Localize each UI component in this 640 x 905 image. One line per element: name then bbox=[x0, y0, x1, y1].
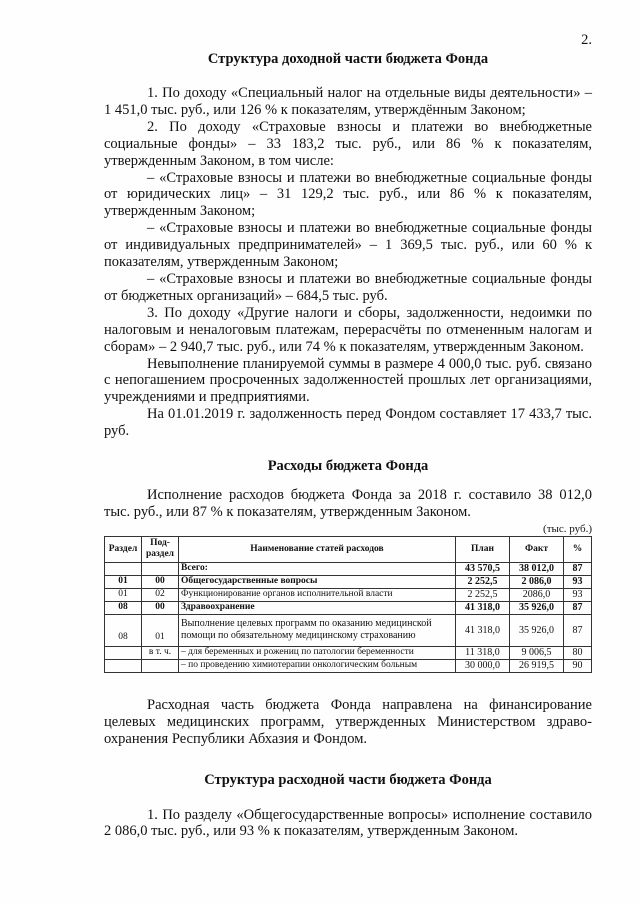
cell-plan: 43 570,5 bbox=[456, 562, 510, 575]
page-content bbox=[104, 0, 592, 840]
cell-razdel bbox=[105, 646, 142, 659]
cell-podrazdel bbox=[142, 659, 179, 672]
table-header-row bbox=[105, 536, 592, 562]
cell-pct: 93 bbox=[564, 588, 592, 601]
cell-podrazdel: 02 bbox=[142, 588, 179, 601]
cell-name: Функционирование органов исполнительной власти bbox=[179, 588, 456, 601]
cell-pct: 87 bbox=[564, 614, 592, 646]
cell-name: Общегосударственные вопросы bbox=[179, 575, 456, 588]
expenses-intro: Исполнение расходов бюджета Фонда за 2018 г. составило 38 012,0 тыс. руб., или 87 % к показателям, утвержденным Законом. bbox=[104, 487, 592, 520]
income-paragraph-1: 1. По доходу «Специальный налог на отдельные виды деятельности» – 1 451,0 тыс. руб., или 126 % к показателям, утверждённым Законом; bbox=[104, 85, 592, 118]
debt-paragraph: На 01.01.2019 г. задолженность перед Фондом составляет 17 433,7 тыс. руб. bbox=[104, 406, 592, 440]
income-paragraph-2: 2. По доходу «Страховые взносы и платежи во внебюджетные социальные фонды» – 33 183,2 тыс. руб., или 86 % к показателям, утвержденным Законом, в том числе: bbox=[104, 118, 592, 169]
table-row bbox=[105, 614, 592, 646]
cell-fakt: 2086,0 bbox=[510, 588, 564, 601]
cell-fakt: 9 006,5 bbox=[510, 646, 564, 659]
cell-plan: 41 318,0 bbox=[456, 601, 510, 614]
cell-podrazdel: в т. ч. bbox=[142, 646, 179, 659]
table-row bbox=[105, 659, 592, 672]
cell-fakt: 38 012,0 bbox=[510, 562, 564, 575]
table-row bbox=[105, 601, 592, 614]
income-subitem-entrepreneurs: – «Страховые взносы и платежи во внебюджетные социальные фонды от индивидуальных предпринимателей» – 1 369,5 тыс. руб., или 60 % к показателям, утвержденным Законом; bbox=[104, 220, 592, 271]
cell-pct: 87 bbox=[564, 562, 592, 575]
expenses-summary: Расходная часть бюджета Фонда направлена на финансирование целевых медицинских программ, утвержденных Министерством здраво-охранения Республики Абхазия и Фондом. bbox=[104, 696, 592, 747]
header-razdel: Раздел bbox=[105, 536, 142, 562]
cell-razdel bbox=[105, 562, 142, 575]
expenses-title: Расходы бюджета Фонда bbox=[267, 458, 429, 475]
income-paragraph-3: 3. По доходу «Другие налоги и сборы, задолженности, недоимки по налоговым и неналоговым платежам, перерасчёты по отмененным налогам и сборам» – 2 940,7 тыс. руб., или 74 % к показателям, утвержденным Законом. bbox=[104, 304, 592, 355]
header-podrazdel: Под-раздел bbox=[142, 536, 179, 562]
cell-pct: 90 bbox=[564, 659, 592, 672]
header-fakt: Факт bbox=[510, 536, 564, 562]
cell-podrazdel bbox=[142, 562, 179, 575]
cell-razdel bbox=[105, 659, 142, 672]
cell-pct: 80 bbox=[564, 646, 592, 659]
cell-name: Всего: bbox=[179, 562, 456, 575]
shortfall-paragraph: Невыполнение планируемой суммы в размере 4 000,0 тыс. руб. связано с непогашением просроченных задолженностей прошлых лет организациями, учреждениями и предприятиями. bbox=[104, 355, 592, 406]
expense-structure-paragraph-1: 1. По разделу «Общегосударственные вопросы» исполнение составило 2 086,0 тыс. руб., или 93 % к показателям, утвержденным Законом. bbox=[104, 806, 592, 840]
cell-plan: 30 000,0 bbox=[456, 659, 510, 672]
header-name: Наименование статей расходов bbox=[179, 536, 456, 562]
cell-name: – для беременных и рожениц по патологии беременности bbox=[179, 646, 456, 659]
cell-name: Здравоохранение bbox=[179, 601, 456, 614]
unit-note: (тыс. руб.) bbox=[543, 522, 592, 535]
table-row-total bbox=[105, 562, 592, 575]
cell-podrazdel: 00 bbox=[142, 575, 179, 588]
income-subitem-budget-orgs: – «Страховые взносы и платежи во внебюджетные социальные фонды от бюджетных организаций» – 684,5 тыс. руб. bbox=[104, 270, 592, 304]
cell-plan: 41 318,0 bbox=[456, 614, 510, 646]
table-row bbox=[105, 646, 592, 659]
cell-fakt: 2 086,0 bbox=[510, 575, 564, 588]
cell-podrazdel: 01 bbox=[142, 614, 179, 646]
cell-pct: 93 bbox=[564, 575, 592, 588]
income-subitem-legal-entities: – «Страховые взносы и платежи во внебюджетные социальные фонды от юридических лиц» – 31 129,2 тыс. руб., или 86 % к показателям, утвержденным Законом; bbox=[104, 169, 592, 220]
cell-fakt: 35 926,0 bbox=[510, 614, 564, 646]
cell-fakt: 26 919,5 bbox=[510, 659, 564, 672]
expenses-table bbox=[104, 536, 592, 673]
page-number: 2. bbox=[581, 32, 592, 48]
header-pct: % bbox=[564, 536, 592, 562]
table-row bbox=[105, 588, 592, 601]
cell-podrazdel: 00 bbox=[142, 601, 179, 614]
cell-pct: 87 bbox=[564, 601, 592, 614]
table-row bbox=[105, 575, 592, 588]
cell-plan: 2 252,5 bbox=[456, 588, 510, 601]
cell-plan: 2 252,5 bbox=[456, 575, 510, 588]
cell-fakt: 35 926,0 bbox=[510, 601, 564, 614]
cell-razdel: 01 bbox=[105, 575, 142, 588]
cell-plan: 11 318,0 bbox=[456, 646, 510, 659]
cell-razdel: 08 bbox=[105, 601, 142, 614]
cell-razdel: 01 bbox=[105, 588, 142, 601]
expense-structure-title: Структура расходной части бюджета Фонда bbox=[204, 771, 492, 788]
header-plan: План bbox=[456, 536, 510, 562]
cell-name: – по проведению химиотерапии онкологическим больным bbox=[179, 659, 456, 672]
cell-razdel: 08 bbox=[105, 614, 142, 646]
cell-name: Выполнение целевых программ по оказанию медицинской помощи по обязательному медицинскому страхованию bbox=[179, 614, 456, 646]
income-structure-title: Структура доходной части бюджета Фонда bbox=[207, 51, 489, 67]
